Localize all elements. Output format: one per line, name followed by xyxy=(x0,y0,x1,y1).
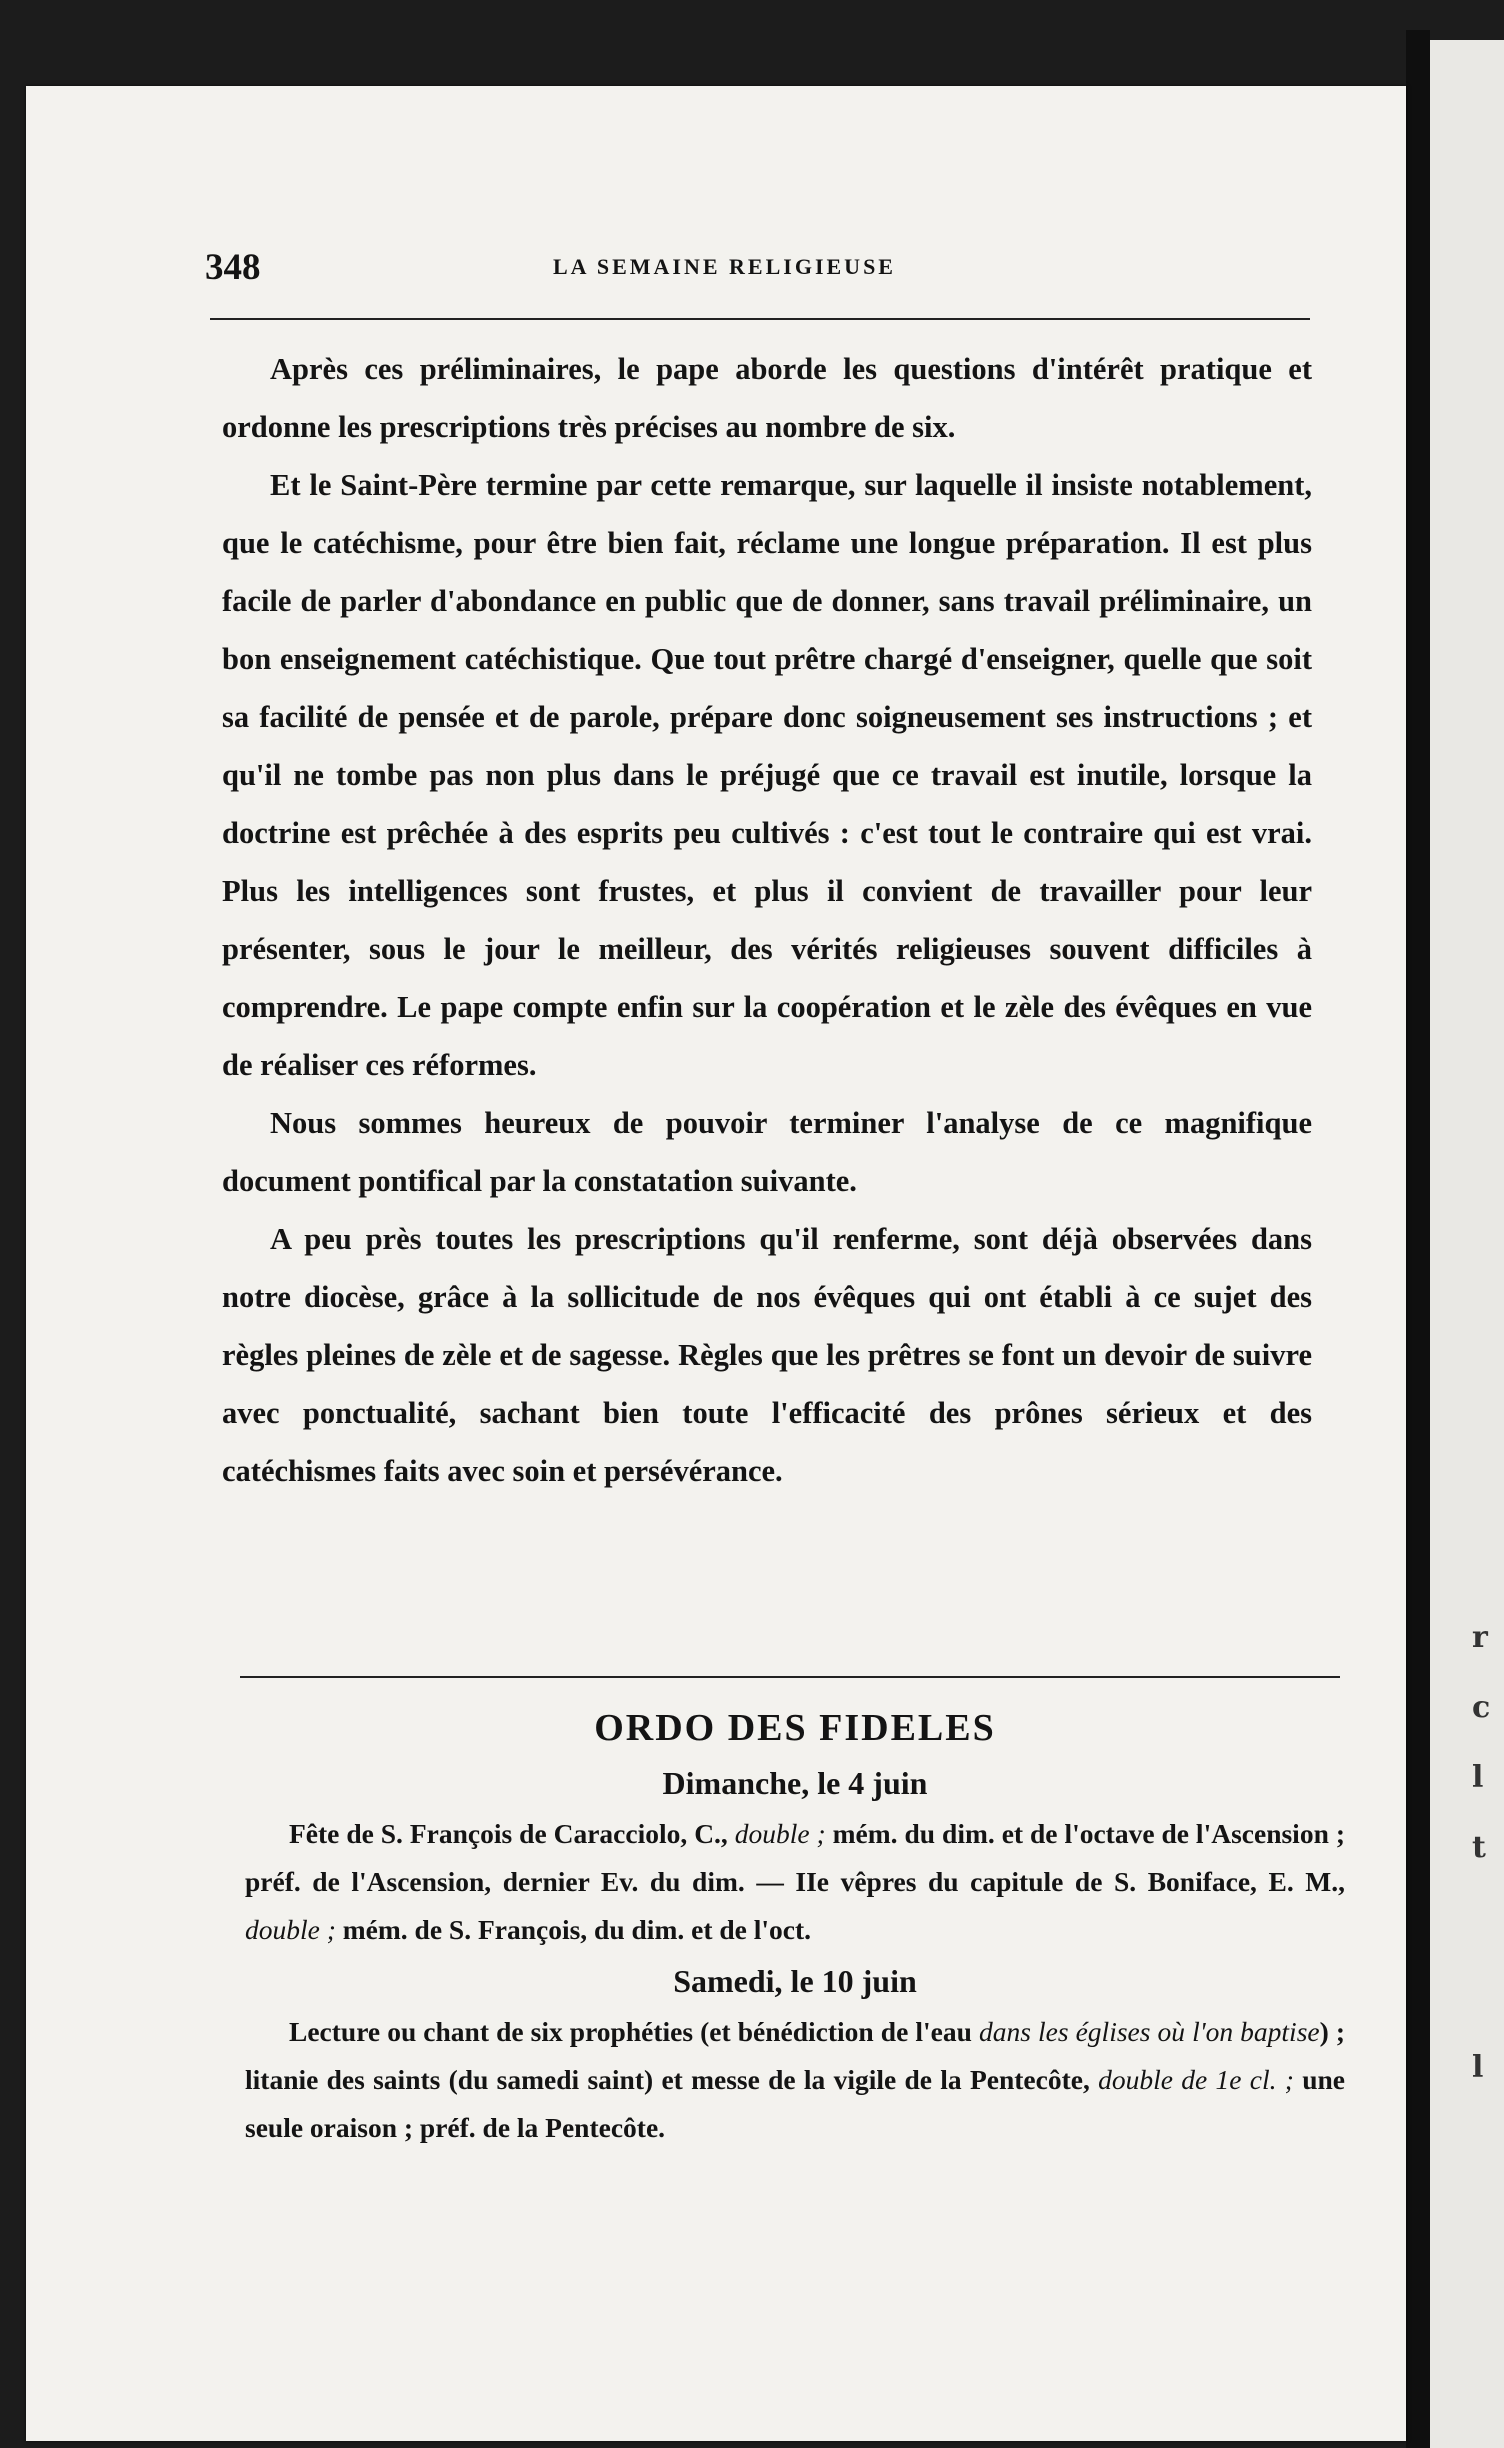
adjacent-page-fragment: t xyxy=(1472,1830,1486,1865)
adjacent-page-fragment: r xyxy=(1472,1620,1488,1655)
text-run: Lecture ou chant de six prophéties (et bénédiction de l'eau xyxy=(289,2016,979,2047)
text-run: mém. de S. François, du dim. et de l'oct. xyxy=(335,1914,811,1945)
text-run: ) ; litanie des saints (du samedi saint) et messe de la vigile de la Pentecôte, xyxy=(245,2016,1345,2095)
paragraph: Après ces préliminaires, le pape aborde les questions d'intérêt pratique et ordonne les prescriptions très précises au nombre de six. xyxy=(222,352,1312,444)
text-run: Fête de S. François de Caracciolo, C., xyxy=(289,1818,735,1849)
page-number: 348 xyxy=(205,247,261,288)
adjacent-page-edge xyxy=(1430,40,1504,2448)
adjacent-page-fragment: l xyxy=(1472,1760,1484,1795)
day-heading: Dimanche, le 4 juin xyxy=(662,1765,928,1801)
ordo-section xyxy=(245,1700,1345,2152)
italic-run: double ; xyxy=(734,1818,826,1849)
article-body xyxy=(222,340,1312,1500)
day-entry xyxy=(245,2008,1345,2152)
ordo-title: ORDO DES FIDELES xyxy=(594,1707,996,1749)
paragraph: Et le Saint-Père termine par cette remarque, sur laquelle il insiste notablement, que le catéchisme, pour être bien fait, réclame une longue préparation. Il est plus facile de parler d'abondance en public que de donner, sans travail préliminaire, un bon enseignement catéchistique. Que tout prêtre chargé d'enseigner, quelle que soit sa facilité de pensée et de parole, prépare donc soigneusement ses instructions ; et qu'il ne tombe pas non plus dans le préjugé que ce travail est inutile, lorsque la doctrine est prêchée à des esprits peu cultivés : c'est tout le contraire qui est vrai. Plus les intelligences sont frustes, et plus il convient de travailler pour leur présenter, sous le jour le meilleur, des vérités religieuses souvent difficiles à comprendre. Le pape compte enfin sur la coopération et le zèle des évêques en vue de réaliser ces réformes. xyxy=(222,468,1312,1082)
paragraph: Nous sommes heureux de pouvoir terminer l'analyse de ce magnifique document pontifical par la constatation suivante. xyxy=(222,1106,1312,1198)
page-header xyxy=(205,240,1310,290)
running-title: LA SEMAINE RELIGIEUSE xyxy=(553,254,896,279)
italic-run: double ; xyxy=(245,1914,336,1945)
day-entry xyxy=(245,1810,1345,1954)
section-rule xyxy=(240,1676,1340,1678)
paragraph: A peu près toutes les prescriptions qu'il renferme, sont déjà observées dans notre diocèse, grâce à la sollicitude de nos évêques qui ont établi à ce sujet des règles pleines de zèle et de sagesse. Règles que les prêtres se font un devoir de suivre avec ponctualité, sachant bien toute l'efficacité des prônes sérieux et des catéchismes faits avec soin et persévérance. xyxy=(222,1222,1312,1488)
adjacent-page-fragment: l xyxy=(1472,2050,1484,2085)
italic-run: dans les églises où l'on baptise xyxy=(978,2016,1320,2047)
adjacent-page-fragment: c xyxy=(1472,1690,1491,1725)
header-rule xyxy=(210,318,1310,320)
binding-gutter xyxy=(1406,30,1430,2448)
day-heading: Samedi, le 10 juin xyxy=(673,1963,917,1999)
text-run: une seule oraison ; préf. de la Pentecôte. xyxy=(245,2064,1346,2143)
italic-run: double de 1e cl. ; xyxy=(1098,2064,1294,2095)
text-run: mém. du dim. et de l'octave de l'Ascension ; préf. de l'Ascension, dernier Ev. du dim. — IIe vêpres du capitule de S. Boniface, E. M., xyxy=(245,1818,1345,1897)
